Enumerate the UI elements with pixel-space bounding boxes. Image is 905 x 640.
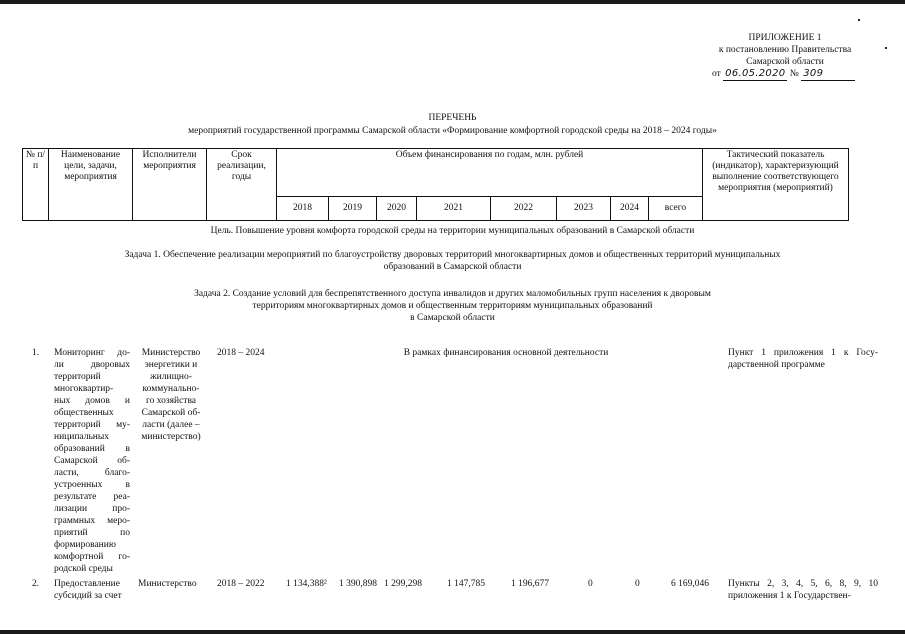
task1-line-1: Задача 1. Обеспечение реализации мероприятий по благоустройству дворовых территорий многоквартирных домов и общественных территорий муниципальных [124, 250, 781, 260]
row1-name-line: формированию [54, 540, 116, 550]
row2-indicator-line: Пункты 2, 3, 4, 5, 6, 8, 9, 10 [728, 579, 878, 589]
row1-name-line: приятий по [54, 528, 130, 538]
bottom-scan-edge [0, 630, 905, 634]
header-year-2020: 2020 [377, 197, 417, 221]
row1-name-line: Мониторинг до- [54, 348, 130, 358]
appendix-line-1: к постановлению Правительства [718, 45, 852, 55]
row1-name-line: территорий му- [54, 420, 130, 430]
row1-indicator [728, 347, 878, 371]
header-num: № п/п [23, 149, 49, 221]
row1-name-line: Самарской об- [54, 456, 130, 466]
row1-name-line: граммных меро- [54, 516, 130, 526]
row1-name-line: образований в [54, 444, 130, 454]
row1-executor-line: жилищно- [150, 372, 192, 382]
funding-table-header [22, 148, 849, 221]
row1-name [54, 347, 130, 575]
header-total: всего [649, 197, 703, 221]
header-year-2024: 2024 [611, 197, 649, 221]
task1-line-2: образований в Самарской области [383, 262, 522, 272]
row2-value-2018: 1 134,388² [286, 579, 327, 589]
header-funding: Объем финансирования по годам, млн. рублей [277, 149, 703, 197]
row1-name-line: ласти, благо- [54, 468, 130, 478]
row1-executor-line: министерство) [141, 432, 201, 442]
header-year-2022: 2022 [491, 197, 557, 221]
order-reference [712, 68, 870, 81]
task2-line-3: в Самарской области [410, 313, 495, 323]
scan-speck [858, 19, 860, 21]
row1-name-line: родской среды [54, 564, 113, 574]
appendix-title: ПРИЛОЖЕНИЕ 1 [748, 33, 822, 43]
row1-funding-note: В рамках финансирования основной деятельности [403, 348, 609, 358]
row1-name-line: устроенных в [54, 480, 130, 490]
row2-value-2021: 1 147,785 [447, 579, 485, 589]
header-term: Срок реализации, годы [207, 149, 277, 221]
document-heading: ПЕРЕЧЕНЬ [428, 113, 477, 123]
row2-name [54, 578, 134, 602]
row1-executor-line: Самарской об- [141, 408, 201, 418]
header-indicator: Тактический показатель (индикатор), характеризующий выполнение соответствующего мероприятия (мероприятий) [703, 149, 849, 221]
row2-term: 2018 – 2022 [217, 579, 265, 589]
appendix-line-2: Самарской области [746, 57, 824, 67]
task2-line-1: Задача 2. Создание условий для беспрепятственного доступа инвалидов и других маломобильных групп населения к дворовым [194, 289, 711, 299]
row2-name-line: субсидий за счет [54, 591, 122, 601]
document-subheading: мероприятий государственной программы Самарской области «Формирование комфортной городской среды на 2018 – 2024 годы» [188, 126, 717, 136]
row2-value-2024: 0 [635, 579, 640, 589]
row1-executor-line: энергетики и [144, 360, 198, 370]
row1-name-line: многоквартир- [54, 384, 114, 394]
row1-name-line: ли дворовых [54, 360, 130, 370]
order-number: 309 [801, 68, 855, 81]
header-year-2023: 2023 [557, 197, 611, 221]
header-year-2018: 2018 [277, 197, 329, 221]
appendix-block [700, 32, 870, 81]
order-prefix: от [712, 69, 721, 79]
row2-executor: Министерство [138, 579, 197, 589]
row1-name-line: лизации про- [54, 504, 130, 514]
row1-name-line: комфортной го- [54, 552, 130, 562]
row2-number: 2. [32, 579, 40, 589]
row1-indicator-line: дарственной программе [728, 360, 825, 370]
row1-term: 2018 – 2024 [217, 348, 265, 358]
task2-line-2: территориям многоквартирных домов и общественным территориям муниципальных образований [252, 301, 653, 311]
header-executors: Исполнители мероприятия [133, 149, 207, 221]
row1-name-line: результате реа- [54, 492, 130, 502]
row1-name-line: ных домов и [54, 396, 130, 406]
row2-value-2019: 1 390,898 [339, 579, 377, 589]
row2-value-total: 6 169,046 [671, 579, 709, 589]
row1-indicator-line: Пункт 1 приложения 1 к Госу- [728, 348, 878, 358]
row1-executor-line: Министерство [141, 348, 201, 358]
top-scan-edge [0, 0, 905, 4]
row1-number: 1. [32, 348, 40, 358]
scan-speck [885, 47, 887, 49]
header-year-2019: 2019 [329, 197, 377, 221]
order-number-label: № [789, 69, 799, 79]
header-year-2021: 2021 [417, 197, 491, 221]
row1-name-line: общественных [54, 408, 114, 418]
row2-indicator-line: приложения 1 к Государствен- [728, 591, 851, 601]
header-name: Наименование цели, задачи, мероприятия [49, 149, 133, 221]
row2-value-2022: 1 196,677 [511, 579, 549, 589]
row2-name-line: Предоставление [54, 579, 120, 589]
row1-executor-line: ласти (далее – [142, 420, 200, 430]
row1-executor-line: го хозяйства [145, 396, 197, 406]
order-date: 06.05.2020 [725, 68, 786, 79]
goal-line: Цель. Повышение уровня комфорта городской среды на территории муниципальных образований в Самарской области [210, 226, 695, 236]
row1-executor-line: коммунально- [142, 384, 200, 394]
row2-value-2020: 1 299,298 [384, 579, 422, 589]
row2-value-2023: 0 [588, 579, 593, 589]
row1-name-line: территорий [54, 372, 101, 382]
row1-name-line: ниципальных [54, 432, 110, 442]
row1-executor [134, 347, 208, 443]
row2-indicator [728, 578, 878, 602]
